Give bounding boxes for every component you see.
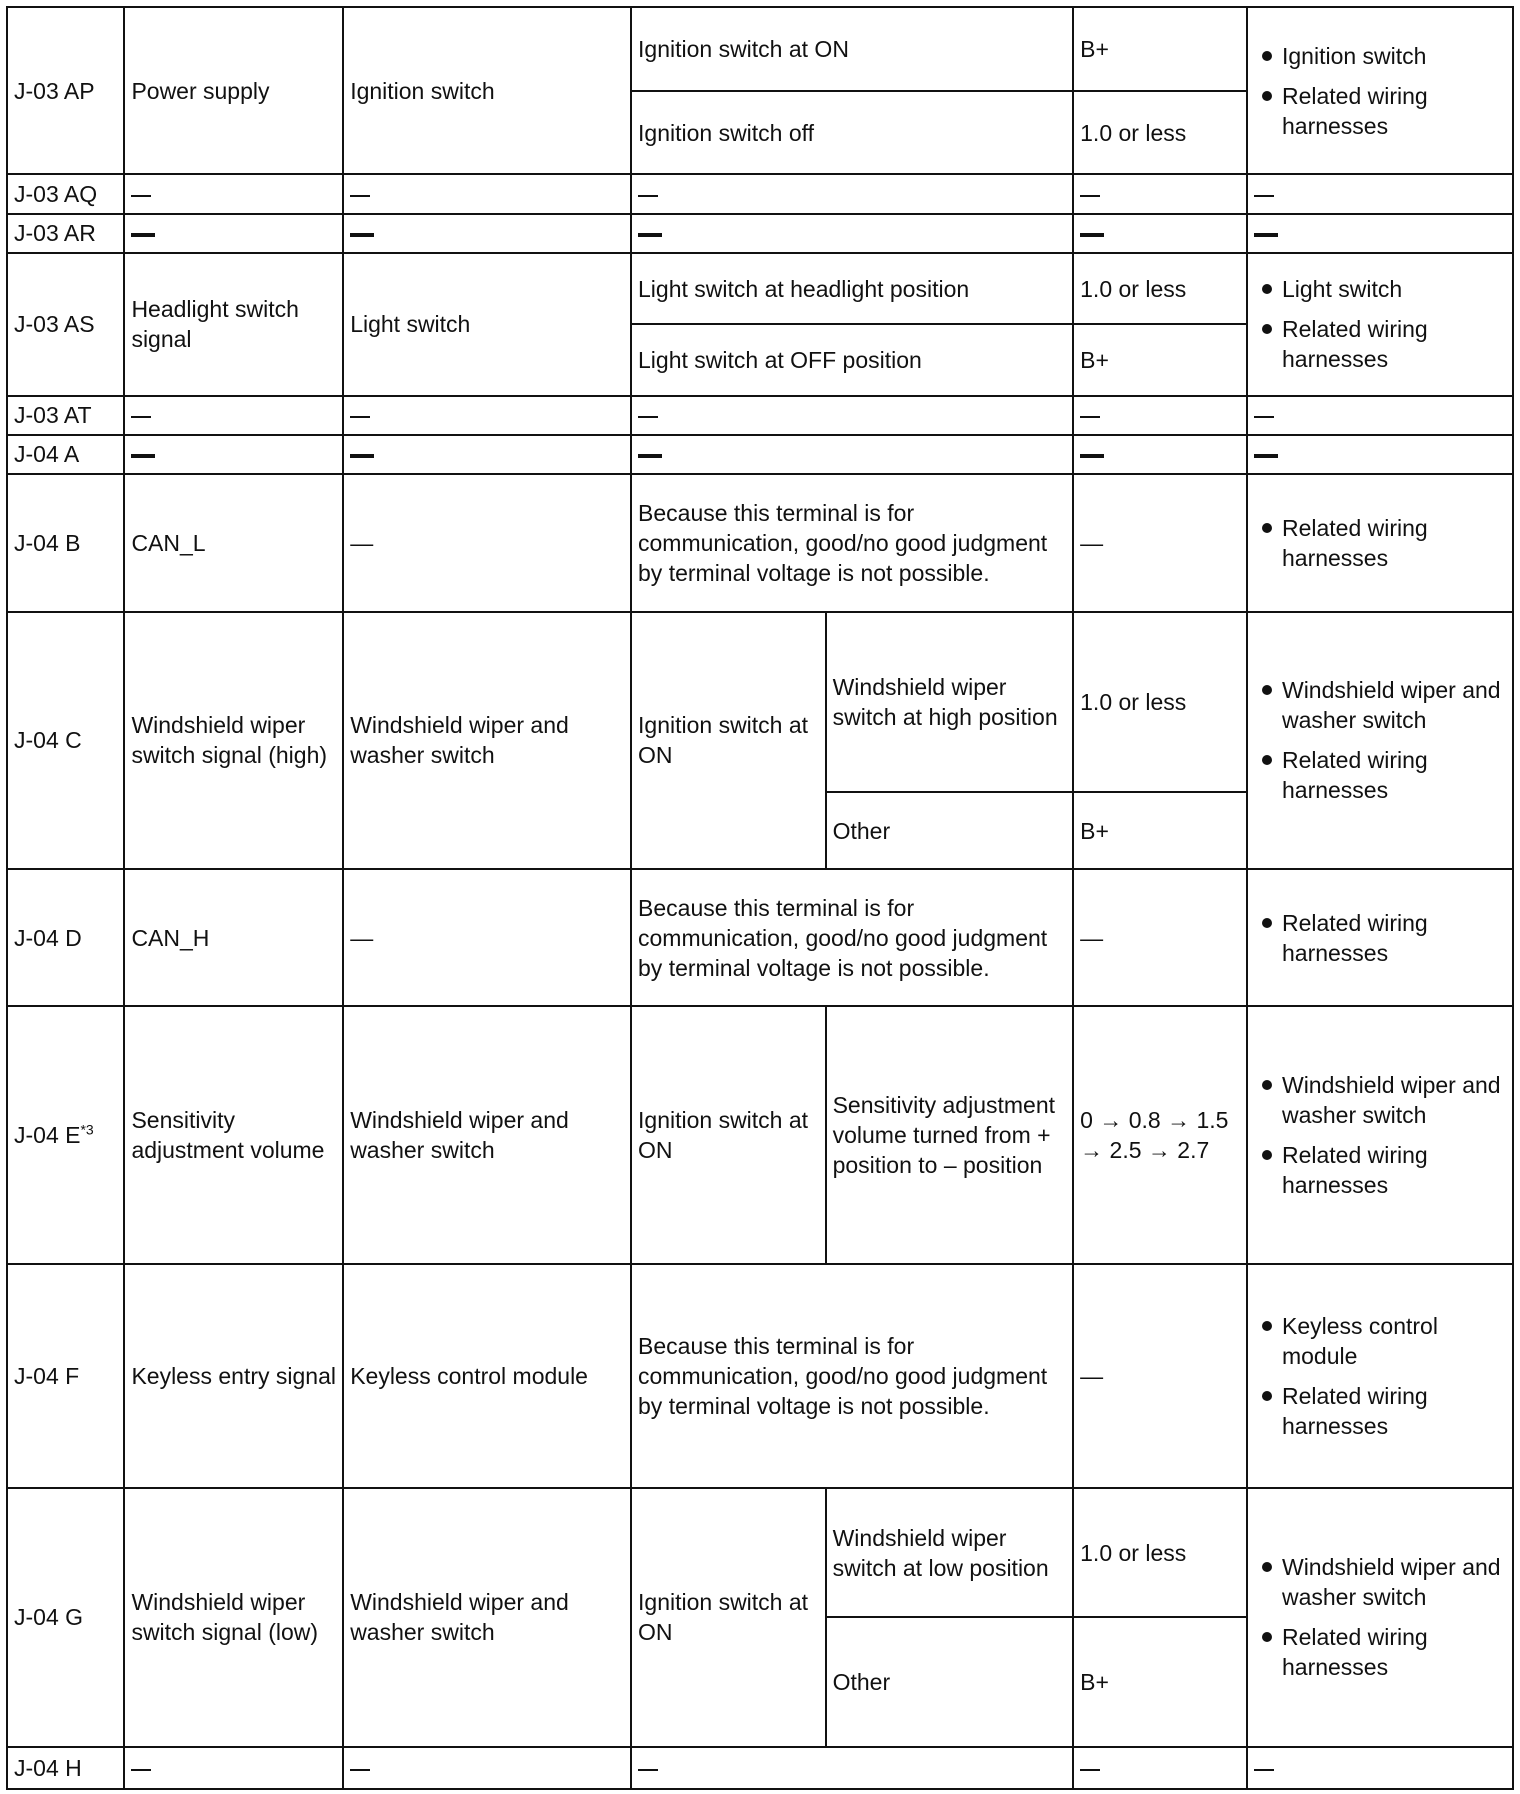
value-cell: 1.0 or less	[1073, 91, 1247, 175]
input-cell	[343, 396, 631, 435]
value-cell	[1073, 214, 1247, 253]
terminal-cell: J-03 AP	[7, 7, 124, 174]
value-cell: 1.0 or less	[1073, 253, 1247, 324]
condition-cell	[631, 214, 1073, 253]
list-item: Keyless control module	[1282, 1311, 1506, 1371]
dash-icon	[1254, 195, 1274, 197]
list-item: Light switch	[1282, 274, 1506, 304]
dash-icon	[638, 233, 662, 237]
input-cell	[343, 435, 631, 474]
list-item: Related wiring harnesses	[1282, 81, 1506, 141]
value-cell: —	[1073, 1264, 1247, 1488]
terminal-cell: J-04 G	[7, 1488, 124, 1746]
signal-cell: CAN_L	[124, 474, 343, 611]
terminal-cell: J-04 F	[7, 1264, 124, 1488]
terminal-cell: J-04 C	[7, 612, 124, 869]
signal-cell	[124, 174, 343, 213]
signal-cell	[124, 214, 343, 253]
value-cell: B+	[1073, 792, 1247, 868]
value-cell: 0 → 0.8 → 1.5 → 2.5 → 2.7	[1073, 1006, 1247, 1263]
reference-cell	[1247, 1747, 1513, 1790]
condition-cell: Light switch at headlight position	[631, 253, 1073, 324]
signal-cell: Headlight switch signal	[124, 253, 343, 396]
reference-cell	[1247, 869, 1513, 1006]
list-item: Related wiring harnesses	[1282, 314, 1506, 374]
reference-list	[1254, 41, 1506, 141]
list-item: Related wiring harnesses	[1282, 513, 1506, 573]
dash-icon	[638, 454, 662, 458]
condition-cell	[631, 174, 1073, 213]
input-cell	[343, 214, 631, 253]
table-row	[7, 396, 1513, 435]
subcondition-cell: Sensitivity adjustment volume turned from + position to – position	[826, 1006, 1074, 1263]
signal-cell: CAN_H	[124, 869, 343, 1006]
terminal-cell: J-04 D	[7, 869, 124, 1006]
value-cell	[1073, 396, 1247, 435]
reference-list	[1254, 1311, 1506, 1441]
terminal-label: J-04 E	[14, 1122, 81, 1149]
value-cell: —	[1073, 869, 1247, 1006]
subcondition-cell: Windshield wiper switch at low position	[826, 1488, 1074, 1617]
table-row	[7, 253, 1513, 324]
table-row	[7, 174, 1513, 213]
dash-icon	[638, 1769, 658, 1771]
condition-cell: Ignition switch at ON	[631, 7, 1073, 91]
dash-icon	[638, 195, 658, 197]
input-cell	[343, 1747, 631, 1790]
condition-cell	[631, 435, 1073, 474]
input-cell: —	[343, 869, 631, 1006]
terminal-cell: J-04 H	[7, 1747, 124, 1790]
dash-icon	[131, 416, 151, 418]
signal-cell: Windshield wiper switch signal (high)	[124, 612, 343, 869]
table-row	[7, 214, 1513, 253]
signal-cell	[124, 435, 343, 474]
value-cell: —	[1073, 474, 1247, 611]
signal-cell: Sensitivity adjustment volume	[124, 1006, 343, 1263]
dash-icon	[1080, 195, 1100, 197]
reference-cell	[1247, 474, 1513, 611]
condition-cell: Light switch at OFF position	[631, 324, 1073, 395]
reference-cell	[1247, 7, 1513, 174]
dash-icon	[638, 416, 658, 418]
terminal-cell	[7, 1006, 124, 1263]
reference-list	[1254, 908, 1506, 968]
dash-icon	[1080, 416, 1100, 418]
terminal-inspection-table	[6, 6, 1514, 1790]
list-item: Related wiring harnesses	[1282, 1381, 1506, 1441]
table-row	[7, 1747, 1513, 1790]
input-cell: —	[343, 474, 631, 611]
table-row	[7, 474, 1513, 611]
list-item: Related wiring harnesses	[1282, 745, 1506, 805]
reference-cell	[1247, 1264, 1513, 1488]
signal-cell: Windshield wiper switch signal (low)	[124, 1488, 343, 1746]
condition-cell	[631, 1747, 1073, 1790]
list-item: Related wiring harnesses	[1282, 1622, 1506, 1682]
condition-cell: Ignition switch at ON	[631, 612, 826, 869]
dash-icon	[131, 454, 155, 458]
reference-cell	[1247, 612, 1513, 869]
reference-cell	[1247, 214, 1513, 253]
dash-icon	[131, 1769, 151, 1771]
condition-cell: Ignition switch at ON	[631, 1488, 826, 1746]
dash-icon	[1080, 454, 1104, 458]
table-row	[7, 435, 1513, 474]
signal-cell	[124, 1747, 343, 1790]
reference-cell	[1247, 435, 1513, 474]
dash-icon	[131, 233, 155, 237]
dash-icon	[350, 195, 370, 197]
subcondition-cell: Other	[826, 1617, 1074, 1746]
table-row	[7, 7, 1513, 91]
terminal-cell: J-03 AR	[7, 214, 124, 253]
reference-cell	[1247, 396, 1513, 435]
value-cell	[1073, 435, 1247, 474]
condition-cell	[631, 396, 1073, 435]
condition-cell: Ignition switch off	[631, 91, 1073, 175]
reference-cell	[1247, 1006, 1513, 1263]
dash-icon	[350, 454, 374, 458]
terminal-cell: J-03 AT	[7, 396, 124, 435]
input-cell: Windshield wiper and washer switch	[343, 1006, 631, 1263]
table-row	[7, 612, 1513, 793]
reference-cell	[1247, 1488, 1513, 1746]
table-row	[7, 869, 1513, 1006]
value-cell: 1.0 or less	[1073, 1488, 1247, 1617]
dash-icon	[1080, 1769, 1100, 1771]
list-item: Windshield wiper and washer switch	[1282, 675, 1506, 735]
signal-cell: Keyless entry signal	[124, 1264, 343, 1488]
value-cell: B+	[1073, 324, 1247, 395]
reference-list	[1254, 675, 1506, 805]
value-cell: B+	[1073, 7, 1247, 91]
value-cell	[1073, 1747, 1247, 1790]
terminal-cell: J-04 B	[7, 474, 124, 611]
input-cell	[343, 174, 631, 213]
table-row	[7, 1006, 1513, 1263]
table-row	[7, 1488, 1513, 1617]
condition-cell: Ignition switch at ON	[631, 1006, 826, 1263]
dash-icon	[1254, 416, 1274, 418]
dash-icon	[1080, 233, 1104, 237]
list-item: Windshield wiper and washer switch	[1282, 1070, 1506, 1130]
reference-list	[1254, 513, 1506, 573]
dash-icon	[350, 1769, 370, 1771]
list-item: Related wiring harnesses	[1282, 1140, 1506, 1200]
terminal-cell: J-03 AS	[7, 253, 124, 396]
input-cell: Ignition switch	[343, 7, 631, 174]
dash-icon	[350, 233, 374, 237]
table-row	[7, 1264, 1513, 1488]
input-cell: Windshield wiper and washer switch	[343, 612, 631, 869]
reference-list	[1254, 1552, 1506, 1682]
value-cell: B+	[1073, 1617, 1247, 1746]
value-cell: 1.0 or less	[1073, 612, 1247, 793]
reference-list	[1254, 274, 1506, 374]
dash-icon	[131, 195, 151, 197]
condition-cell: Because this terminal is for communication, good/no good judgment by terminal voltage is not possible.	[631, 474, 1073, 611]
footnote-mark: *3	[80, 1121, 94, 1138]
input-cell: Windshield wiper and washer switch	[343, 1488, 631, 1746]
reference-cell	[1247, 174, 1513, 213]
subcondition-cell: Other	[826, 792, 1074, 868]
dash-icon	[350, 416, 370, 418]
list-item: Ignition switch	[1282, 41, 1506, 71]
dash-icon	[1254, 454, 1278, 458]
value-cell	[1073, 174, 1247, 213]
reference-cell	[1247, 253, 1513, 396]
input-cell: Keyless control module	[343, 1264, 631, 1488]
dash-icon	[1254, 233, 1278, 237]
reference-list	[1254, 1070, 1506, 1200]
signal-cell	[124, 396, 343, 435]
dash-icon	[1254, 1769, 1274, 1771]
list-item: Related wiring harnesses	[1282, 908, 1506, 968]
condition-cell: Because this terminal is for communication, good/no good judgment by terminal voltage is not possible.	[631, 869, 1073, 1006]
subcondition-cell: Windshield wiper switch at high position	[826, 612, 1074, 793]
terminal-cell: J-03 AQ	[7, 174, 124, 213]
list-item: Windshield wiper and washer switch	[1282, 1552, 1506, 1612]
input-cell: Light switch	[343, 253, 631, 396]
signal-cell: Power supply	[124, 7, 343, 174]
condition-cell: Because this terminal is for communication, good/no good judgment by terminal voltage is not possible.	[631, 1264, 1073, 1488]
terminal-cell: J-04 A	[7, 435, 124, 474]
